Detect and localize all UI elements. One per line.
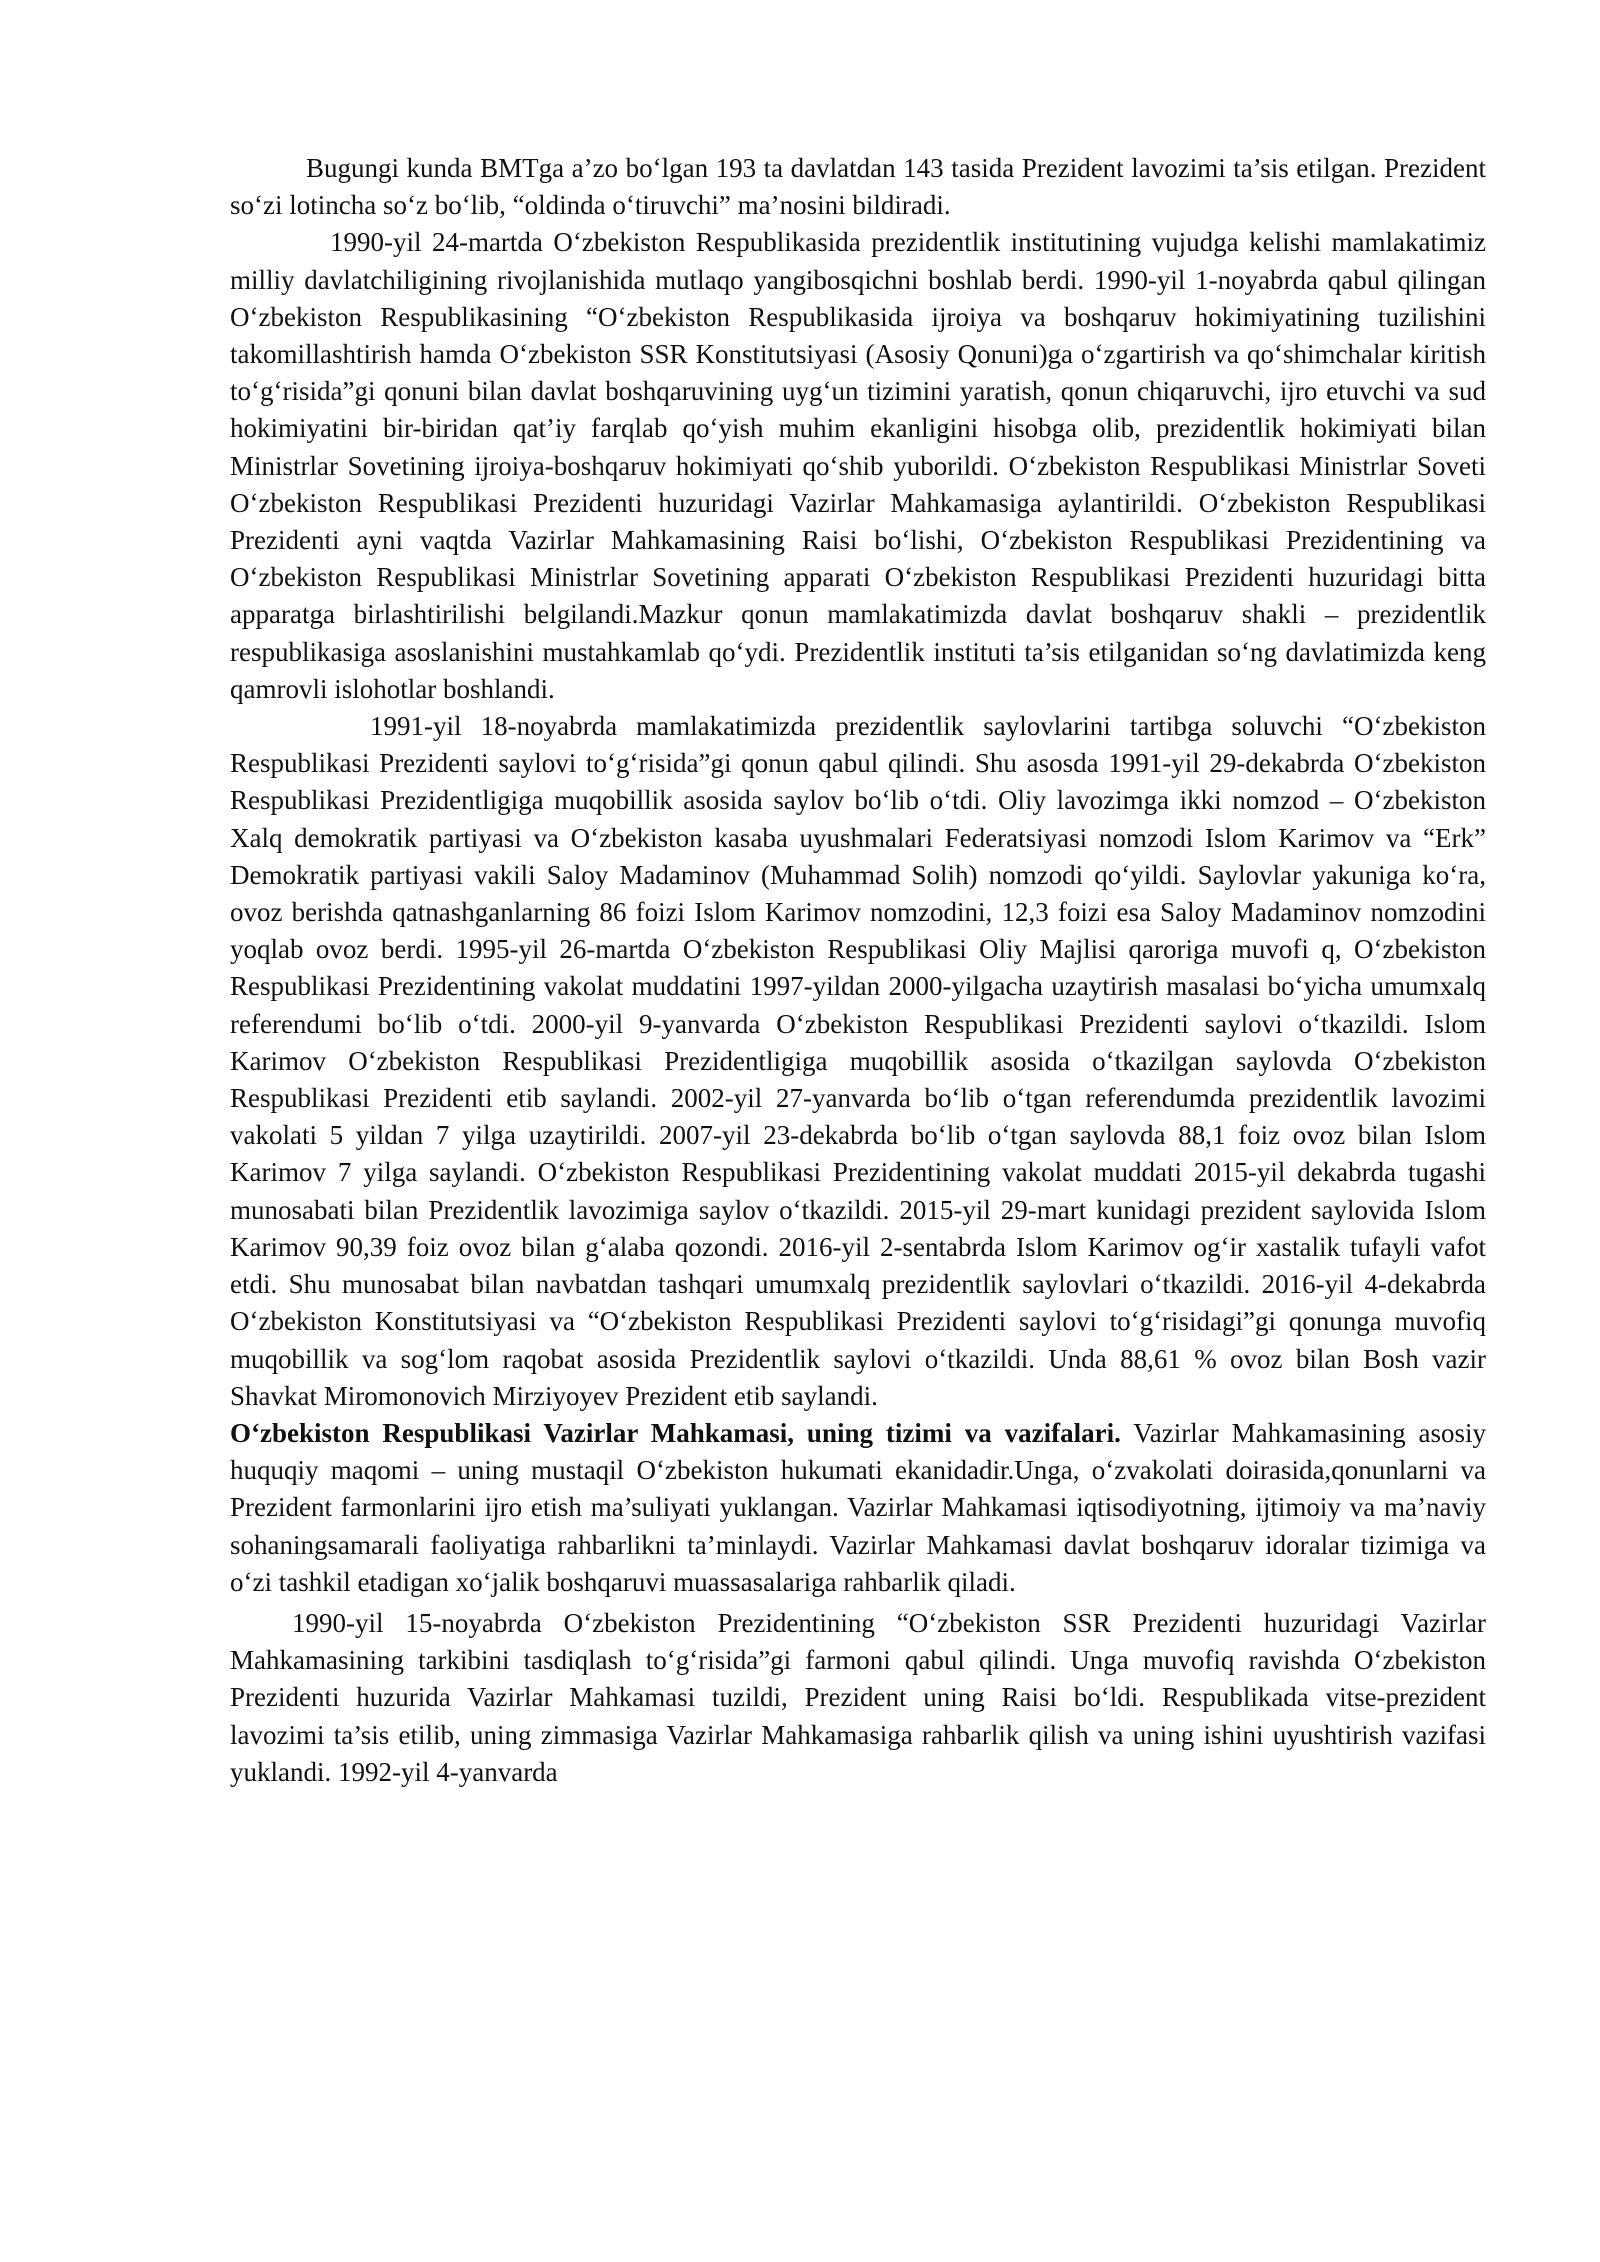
section-heading-body: Vazirlar Mahkamasining asosiy huquqiy maqomi – uning mustaqil O‘zbekiston hukumati ekanidadir.Unga, o‘zvakolati doirasida,qonunlarni va Prezident farmonlarini ijro etish ma’suliyati yuklangan. Vazirlar Mahkamasi iqtisodiyotning, ijtimoiy va ma’naviy sohaningsamarali faoliyatiga rahbarlikni ta’minlaydi. Vazirlar Mahkamasi davlat boshqaruv idoralar tizimiga va o‘zi tashkil etadigan xo‘jalik boshqaruvi muassasalariga rahbarlik qiladi. <box>230 1417 1486 1597</box>
paragraph-presidency-institution: 1990-yil 24-martda O‘zbekiston Respublikasida prezidentlik institutining vujudga kelishi mamlakatimiz milliy davlatchiligining rivojlanishida mutlaqo yangibosqichni boshlab berdi. 1990-yil 1-noyabrda qabul qilingan O‘zbekiston Respublikasining “O‘zbekiston Respublikasida ijroiya va boshqaruv hokimiyatining tuzilishini takomillashtirish hamda O‘zbekiston SSR Konstitutsiyasi (Asosiy Qonuni)ga o‘zgartirish va qo‘shimchalar kiritish to‘g‘risida”gi qonuni bilan davlat boshqaruvining uyg‘un tizimini yaratish, qonun chiqaruvchi, ijro etuvchi va sud hokimiyatini bir-biridan qat’iy farqlab qo‘yish muhim ekanligini hisobga olib, prezidentlik hokimiyati bilan Ministrlar Sovetining ijroiya-boshqaruv hokimiyati qo‘shib yuborildi. O‘zbekiston Respublikasi Ministrlar Soveti O‘zbekiston Respublikasi Prezidenti huzuridagi Vazirlar Mahkamasiga aylantirildi. O‘zbekiston Respublikasi Prezidenti ayni vaqtda Vazirlar Mahkamasining Raisi bo‘lishi, O‘zbekiston Respublikasi Prezidentining va O‘zbekiston Respublikasi Ministrlar Sovetining apparati O‘zbekiston Respublikasi Prezidenti huzuridagi bitta apparatga birlashtirilishi belgilandi.Mazkur qonun mamlakatimizda davlat boshqaruv shakli – prezidentlik respublikasiga asoslanishini mustahkamlab qo‘ydi. Prezidentlik instituti ta’sis etilganidan so‘ng davlatimizda keng qamrovli islohotlar boshlandi. <box>230 227 1486 704</box>
section-heading: O‘zbekiston Respublikasi Vazirlar Mahkamasi, uning tizimi va vazifalari. <box>230 1417 1121 1448</box>
paragraph-president-intro: Bugungi kunda BMTga a’zo bo‘lgan 193 ta davlatdan 143 tasida Prezident lavozimi ta’sis etilgan. Prezident so‘zi lotincha so‘z bo‘lib, “oldinda o‘tiruvchi” ma’nosini bildiradi. <box>230 153 1486 221</box>
paragraph-cabinet-formation: 1990-yil 15-noyabrda O‘zbekiston Prezidentining “O‘zbekiston SSR Prezidenti huzuridagi Vazirlar Mahkamasining tarkibini tasdiqlash to‘g‘risida”gi farmoni qabul qilindi. Unga muvofiq ravishda O‘zbekiston Prezidenti huzurida Vazirlar Mahkamasi tuzildi, Prezident uning Raisi bo‘ldi. Respublikada vitse-prezident lavozimi ta’sis etilib, uning zimmasiga Vazirlar Mahkamasiga rahbarlik qilish va uning ishini uyushtirish vazifasi yuklandi. 1992-yil 4-yanvarda <box>230 1607 1486 1787</box>
paragraph-presidential-elections: 1991-yil 18-noyabrda mamlakatimizda prezidentlik saylovlarini tartibga soluvchi “O‘zbekiston Respublikasi Prezidenti saylovi to‘g‘risida”gi qonun qabul qilindi. Shu asosda 1991-yil 29-dekabrda O‘zbekiston Respublikasi Prezidentligiga muqobillik asosida saylov bo‘lib o‘tdi. Oliy lavozimga ikki nomzod – O‘zbekiston Xalq demokratik partiyasi va O‘zbekiston kasaba uyushmalari Federatsiyasi nomzodi Islom Karimov va “Erk” Demokratik partiyasi vakili Saloy Madaminov (Muhammad Solih) nomzodi qo‘yildi. Saylovlar yakuniga ko‘ra, ovoz berishda qatnashganlarning 86 foizi Islom Karimov nomzodini, 12,3 foizi esa Saloy Madaminov nomzodini yoqlab ovoz berdi. 1995-yil 26-martda O‘zbekiston Respublikasi Oliy Majlisi qaroriga muvofi q, O‘zbekiston Respublikasi Prezidentining vakolat muddatini 1997-yildan 2000-yilgacha uzaytirish masalasi bo‘yicha umumxalq referendumi bo‘lib o‘tdi. 2000-yil 9-yanvarda O‘zbekiston Respublikasi Prezidenti saylovi o‘tkazildi. Islom Karimov O‘zbekiston Respublikasi Prezidentligiga muqobillik asosida o‘tkazilgan saylovda O‘zbekiston Respublikasi Prezidenti etib saylandi. 2002-yil 27-yanvarda bo‘lib o‘tgan referendumda prezidentlik lavozimi vakolati 5 yildan 7 yilga uzaytirildi. 2007-yil 23-dekabrda bo‘lib o‘tgan saylovda 88,1 foiz ovoz bilan Islom Karimov 7 yilga saylandi. O‘zbekiston Respublikasi Prezidentining vakolat muddati 2015-yil dekabrda tugashi munosabati bilan Prezidentlik lavozimiga saylov o‘tkazildi. 2015-yil 29-mart kunidagi prezident saylovida Islom Karimov 90,39 foiz ovoz bilan g‘alaba qozondi. 2016-yil 2-sentabrda Islom Karimov og‘ir xastalik tufayli vafot etdi. Shu munosabat bilan navbatdan tashqari umumxalq prezidentlik saylovlari o‘tkazildi. 2016-yil 4-dekabrda O‘zbekiston Konstitutsiyasi va “O‘zbekiston Respublikasi Prezidenti saylovi to‘g‘risidagi”gi qonunga muvofiq muqobillik va sog‘lom raqobat asosida Prezidentlik saylovi o‘tkazildi. Unda 88,61 % ovoz bilan Bosh vazir Shavkat Miromonovich Mirziyoyev Prezident etib saylandi. <box>230 711 1486 1411</box>
document-page <box>230 150 1486 1791</box>
paragraph-cabinet-of-ministers <box>230 1415 1486 1601</box>
